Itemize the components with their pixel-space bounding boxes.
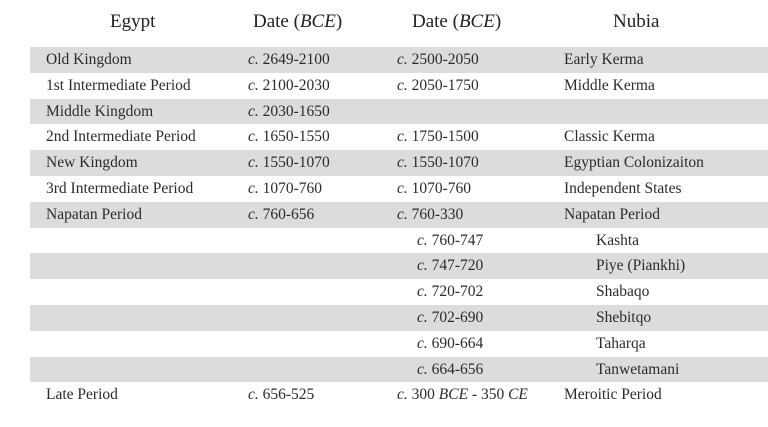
egypt-period: 2nd Intermediate Period — [46, 128, 196, 146]
circa-label: c. — [248, 76, 259, 94]
circa-label: c. — [417, 334, 428, 352]
date-start: 300 — [411, 386, 435, 404]
ruler-date — [417, 253, 483, 279]
header-date-era: BCE — [458, 11, 495, 32]
nubia-period: Middle Kerma — [564, 76, 655, 94]
table-row — [30, 176, 768, 202]
ruler-date — [417, 305, 483, 331]
nubia-period: Classic Kerma — [564, 128, 655, 146]
egypt-period: Napatan Period — [46, 205, 142, 223]
date-range: 1070-760 — [262, 179, 323, 197]
header-egypt: Egypt — [110, 11, 156, 32]
header-nubia: Nubia — [613, 11, 660, 32]
nubia-date — [397, 382, 528, 408]
ruler-date — [417, 357, 483, 383]
table-row — [30, 331, 768, 357]
nubia-date — [397, 124, 479, 150]
date-range: 664-656 — [431, 360, 484, 378]
egypt-date — [248, 176, 322, 202]
egypt-period: Middle Kingdom — [46, 102, 154, 120]
nubia-period: Egyptian Colonizaiton — [564, 154, 704, 172]
header-date-egypt — [253, 11, 342, 33]
era-label: BCE — [438, 386, 469, 404]
circa-label: c. — [248, 205, 259, 223]
egypt-date — [248, 382, 314, 408]
nubia-date — [397, 47, 479, 73]
circa-label: c. — [417, 257, 428, 275]
table-row — [30, 150, 768, 176]
circa-label: c. — [417, 283, 428, 301]
egypt-date — [248, 150, 330, 176]
date-range: 656-525 — [262, 386, 315, 404]
date-range: 747-720 — [431, 257, 484, 275]
ruler-date — [417, 331, 483, 357]
table-row — [30, 47, 768, 73]
header-date-prefix: Date ( — [253, 11, 300, 32]
table-row — [30, 202, 768, 228]
table-row — [30, 279, 768, 305]
nubia-date — [397, 150, 479, 176]
nubia-period: Early Kerma — [564, 51, 644, 68]
circa-label: c. — [248, 128, 259, 146]
table-row — [30, 382, 768, 408]
ruler-name: Piye (Piankhi) — [596, 257, 686, 275]
header-date-prefix: Date ( — [412, 11, 459, 32]
circa-label: c. — [397, 51, 408, 68]
ruler-date — [417, 228, 483, 254]
circa-label: c. — [397, 205, 408, 223]
date-range: 760-747 — [431, 231, 484, 249]
nubia-period: Independent States — [564, 179, 682, 197]
nubia-date — [397, 176, 471, 202]
nubia-period: Meroitic Period — [564, 386, 662, 404]
ruler-name: Kashta — [596, 231, 640, 249]
egypt-date — [248, 99, 330, 125]
circa-label: c. — [248, 179, 259, 197]
table-header — [30, 0, 768, 47]
table-row — [30, 73, 768, 99]
date-range: 1650-1550 — [262, 128, 330, 146]
date-range: 2100-2030 — [262, 76, 330, 94]
egypt-date — [248, 73, 330, 99]
table-row — [30, 253, 768, 279]
table-row — [30, 228, 768, 254]
date-range: 2500-2050 — [411, 51, 479, 68]
circa-label: c. — [248, 154, 259, 172]
circa-label: c. — [248, 51, 259, 68]
date-range: 2649-2100 — [262, 51, 330, 68]
circa-label: c. — [248, 102, 259, 120]
table-row — [30, 99, 768, 125]
date-range: 2050-1750 — [411, 76, 479, 94]
header-date-era: BCE — [299, 11, 336, 32]
chronology-table — [30, 0, 768, 408]
circa-label: c. — [248, 386, 259, 404]
date-range: 2030-1650 — [262, 102, 330, 120]
date-range: 760-330 — [411, 205, 464, 223]
egypt-date — [248, 47, 330, 73]
date-range: 760-656 — [262, 205, 315, 223]
ruler-name: Taharqa — [596, 334, 646, 352]
circa-label: c. — [397, 386, 408, 404]
ruler-name: Shebitqo — [596, 308, 652, 326]
circa-label: c. — [417, 231, 428, 249]
egypt-period: New Kingdom — [46, 154, 138, 172]
egypt-period: 1st Intermediate Period — [46, 76, 191, 94]
date-range: 1550-1070 — [411, 154, 479, 172]
circa-label: c. — [397, 76, 408, 94]
date-range: 702-690 — [431, 308, 484, 326]
table-row — [30, 357, 768, 383]
egypt-period: Late Period — [46, 386, 118, 404]
header-date-nubia — [412, 11, 501, 33]
date-range: 1070-760 — [411, 179, 472, 197]
egypt-period: Old Kingdom — [46, 51, 132, 68]
table-row — [30, 124, 768, 150]
ruler-name: Shabaqo — [596, 283, 650, 301]
nubia-date — [397, 202, 463, 228]
ruler-date — [417, 279, 483, 305]
nubia-period: Napatan Period — [564, 205, 660, 223]
header-date-suffix: ) — [494, 11, 502, 32]
circa-label: c. — [417, 360, 428, 378]
header-date-suffix: ) — [335, 11, 343, 32]
era-label: CE — [508, 386, 528, 404]
date-end: - 350 — [471, 386, 505, 404]
egypt-period: 3rd Intermediate Period — [46, 179, 194, 197]
date-range: 720-702 — [431, 283, 484, 301]
ruler-name: Tanwetamani — [596, 360, 680, 378]
circa-label: c. — [397, 154, 408, 172]
egypt-date — [248, 202, 314, 228]
circa-label: c. — [397, 128, 408, 146]
circa-label: c. — [397, 179, 408, 197]
date-range: 1550-1070 — [262, 154, 330, 172]
table-row — [30, 305, 768, 331]
date-range: 1750-1500 — [411, 128, 479, 146]
circa-label: c. — [417, 308, 428, 326]
date-range: 690-664 — [431, 334, 484, 352]
egypt-date — [248, 124, 330, 150]
nubia-date — [397, 73, 479, 99]
